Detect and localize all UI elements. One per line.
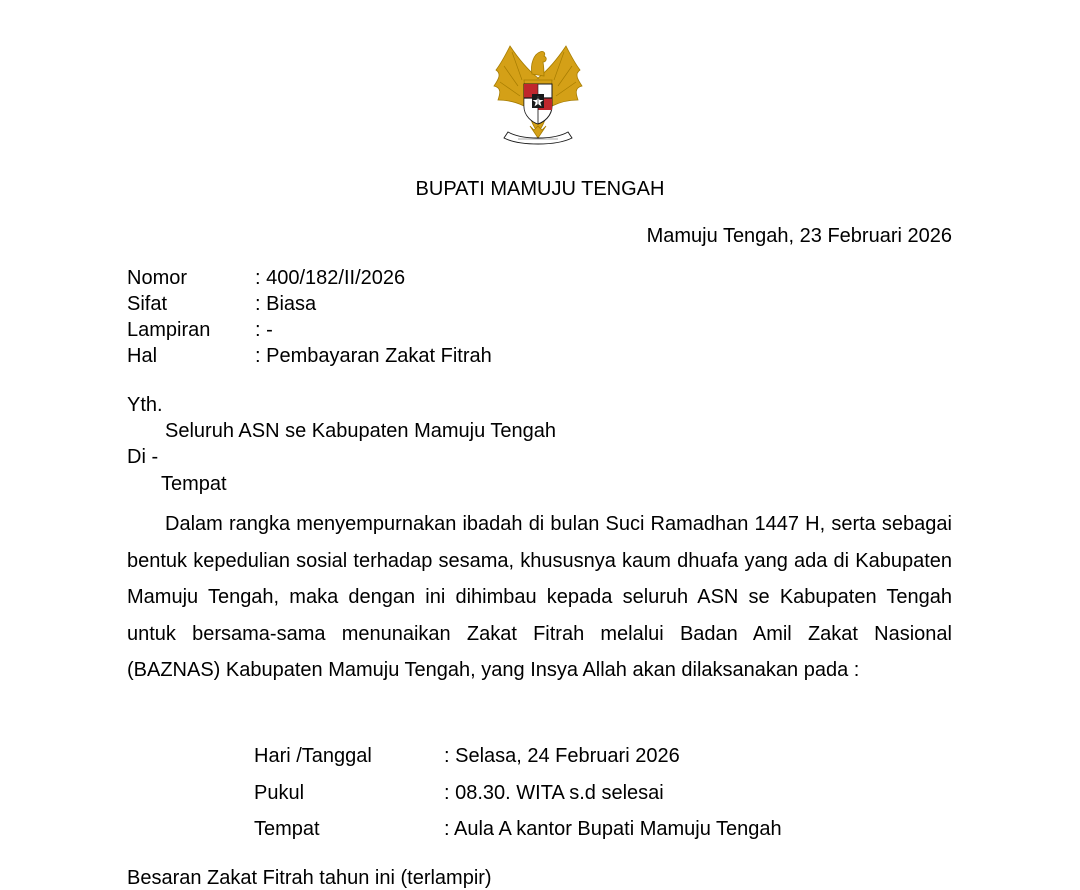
meta-value: : 400/182/II/2026 bbox=[255, 267, 406, 289]
detail-value: : 08.30. WITA s.d selesai bbox=[444, 782, 664, 804]
meta-row-nomor bbox=[127, 265, 405, 291]
detail-row-place bbox=[254, 818, 782, 841]
meta-label: Nomor bbox=[127, 267, 188, 289]
zakat-amount-note: Besaran Zakat Fitrah tahun ini (terlampir) bbox=[127, 867, 492, 889]
detail-value: : Aula A kantor Bupati Mamuju Tengah bbox=[444, 818, 782, 840]
meta-row-sifat bbox=[127, 291, 316, 317]
detail-row-time bbox=[254, 782, 664, 805]
garuda-pancasila-emblem-icon bbox=[488, 40, 588, 148]
body-paragraph: Dalam rangka menyempurnakan ibadah di bulan Suci Ramadhan 1447 H, serta sebagai bentuk kepedulian sosial terhadap sesama, khususnya kaum dhuafa yang ada di Kabupaten Mamuju Tengah, maka dengan ini dihimbau kepada seluruh ASN se Kabupaten Tengah untuk bersama-sama menunaikan Zakat Fitrah melalui Badan Amil Zakat Nasional (BAZNAS) Kabupaten Mamuju Tengah, yang Insya Allah akan dilaksanakan pada : bbox=[127, 513, 952, 682]
meta-value: : Biasa bbox=[255, 293, 317, 315]
address-tempat: Tempat bbox=[161, 473, 227, 495]
meta-label: Sifat bbox=[127, 293, 168, 315]
detail-row-date bbox=[254, 745, 680, 768]
letter-heading: BUPATI MAMUJU TENGAH bbox=[415, 178, 665, 200]
meta-label: Lampiran bbox=[127, 319, 211, 341]
meta-label: Hal bbox=[127, 345, 158, 367]
meta-row-hal bbox=[127, 343, 492, 369]
detail-label: Tempat bbox=[254, 818, 320, 840]
address-di: Di - bbox=[127, 446, 159, 468]
address-recipient: Seluruh ASN se Kabupaten Mamuju Tengah bbox=[165, 420, 557, 442]
meta-value: : Pembayaran Zakat Fitrah bbox=[255, 345, 492, 367]
address-yth: Yth. bbox=[127, 394, 163, 416]
meta-value: : - bbox=[255, 319, 273, 341]
meta-row-lampiran bbox=[127, 317, 273, 343]
detail-value: : Selasa, 24 Februari 2026 bbox=[444, 745, 680, 767]
detail-label: Hari /Tanggal bbox=[254, 745, 372, 767]
place-date: Mamuju Tengah, 23 Februari 2026 bbox=[646, 225, 952, 247]
detail-label: Pukul bbox=[254, 782, 305, 804]
